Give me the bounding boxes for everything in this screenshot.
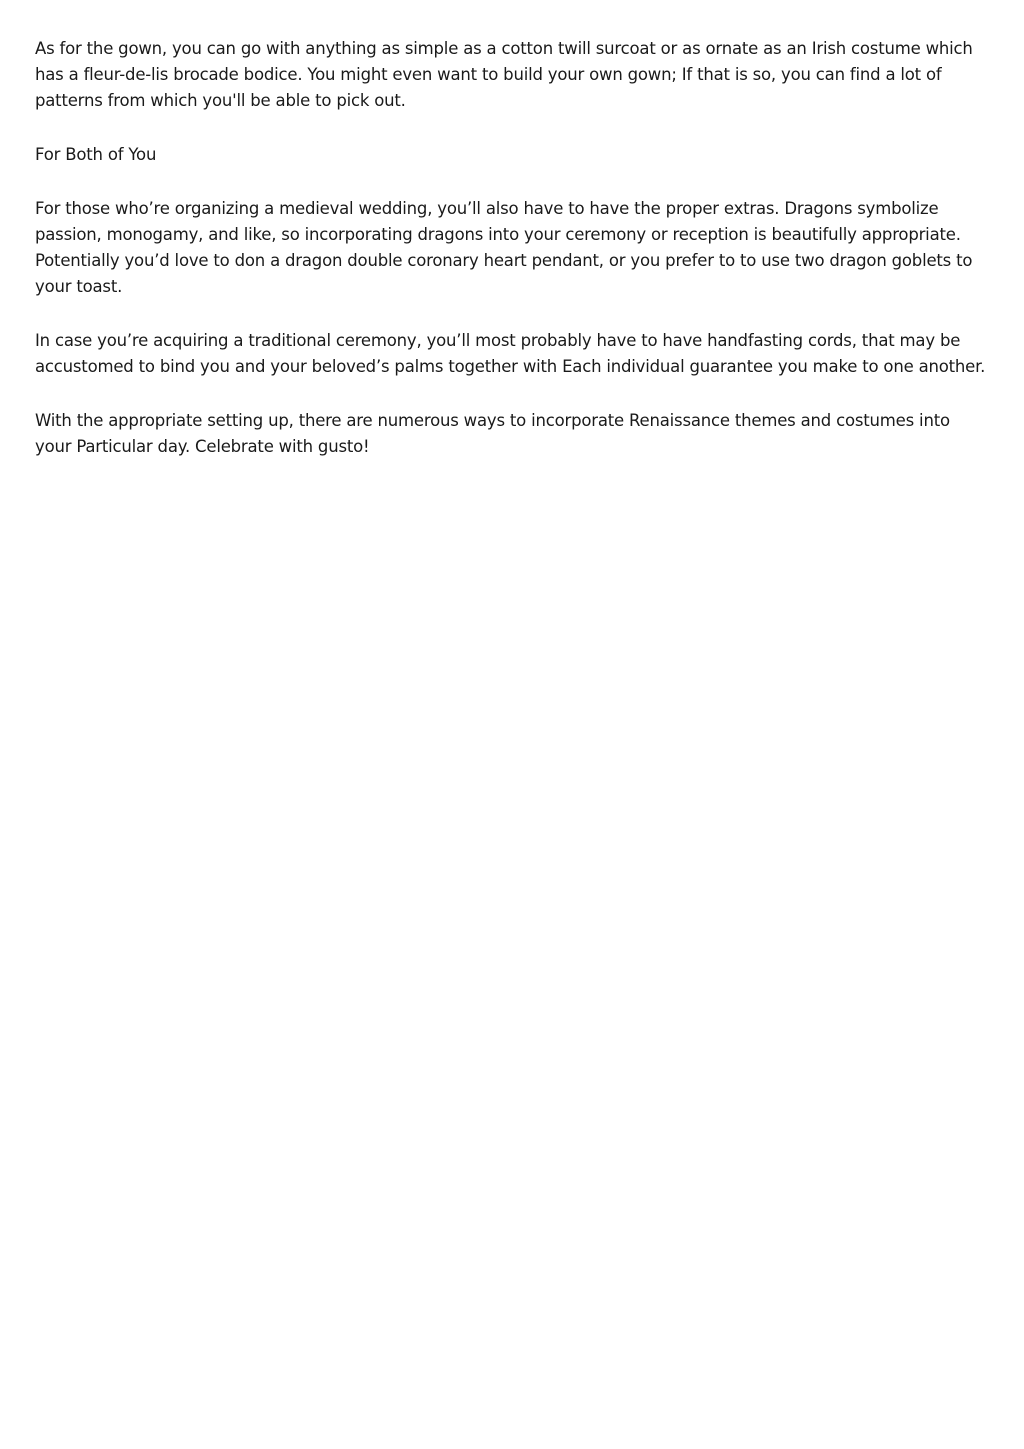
document-body (35, 36, 990, 488)
section-heading: For Both of You (35, 145, 157, 164)
paragraph-extras: For those who’re organizing a medieval wedding, you’ll also have to have the proper extras. Dragons symbolize passion, monogamy, and like, so incorporating dragons into your ceremony or reception is beautifully appropriate. Potentially you’d love to don a dragon double coronary heart pendant, or you prefer to to use two dragon goblets to your toast. (35, 199, 973, 296)
paragraph-conclusion: With the appropriate setting up, there are numerous ways to incorporate Renaissance themes and costumes into your Particular day. Celebrate with gusto! (35, 411, 950, 456)
paragraph-handfasting: In case you’re acquiring a traditional ceremony, you’ll most probably have to have handfasting cords, that may be accustomed to bind you and your beloved’s palms together with Each individual guarantee you make to one another. (35, 331, 986, 376)
paragraph-gown: As for the gown, you can go with anything as simple as a cotton twill surcoat or as ornate as an Irish costume which has a fleur-de-lis brocade bodice. You might even want to build your own gown; If that is so, you can find a lot of patterns from which you'll be able to pick out. (35, 39, 973, 110)
